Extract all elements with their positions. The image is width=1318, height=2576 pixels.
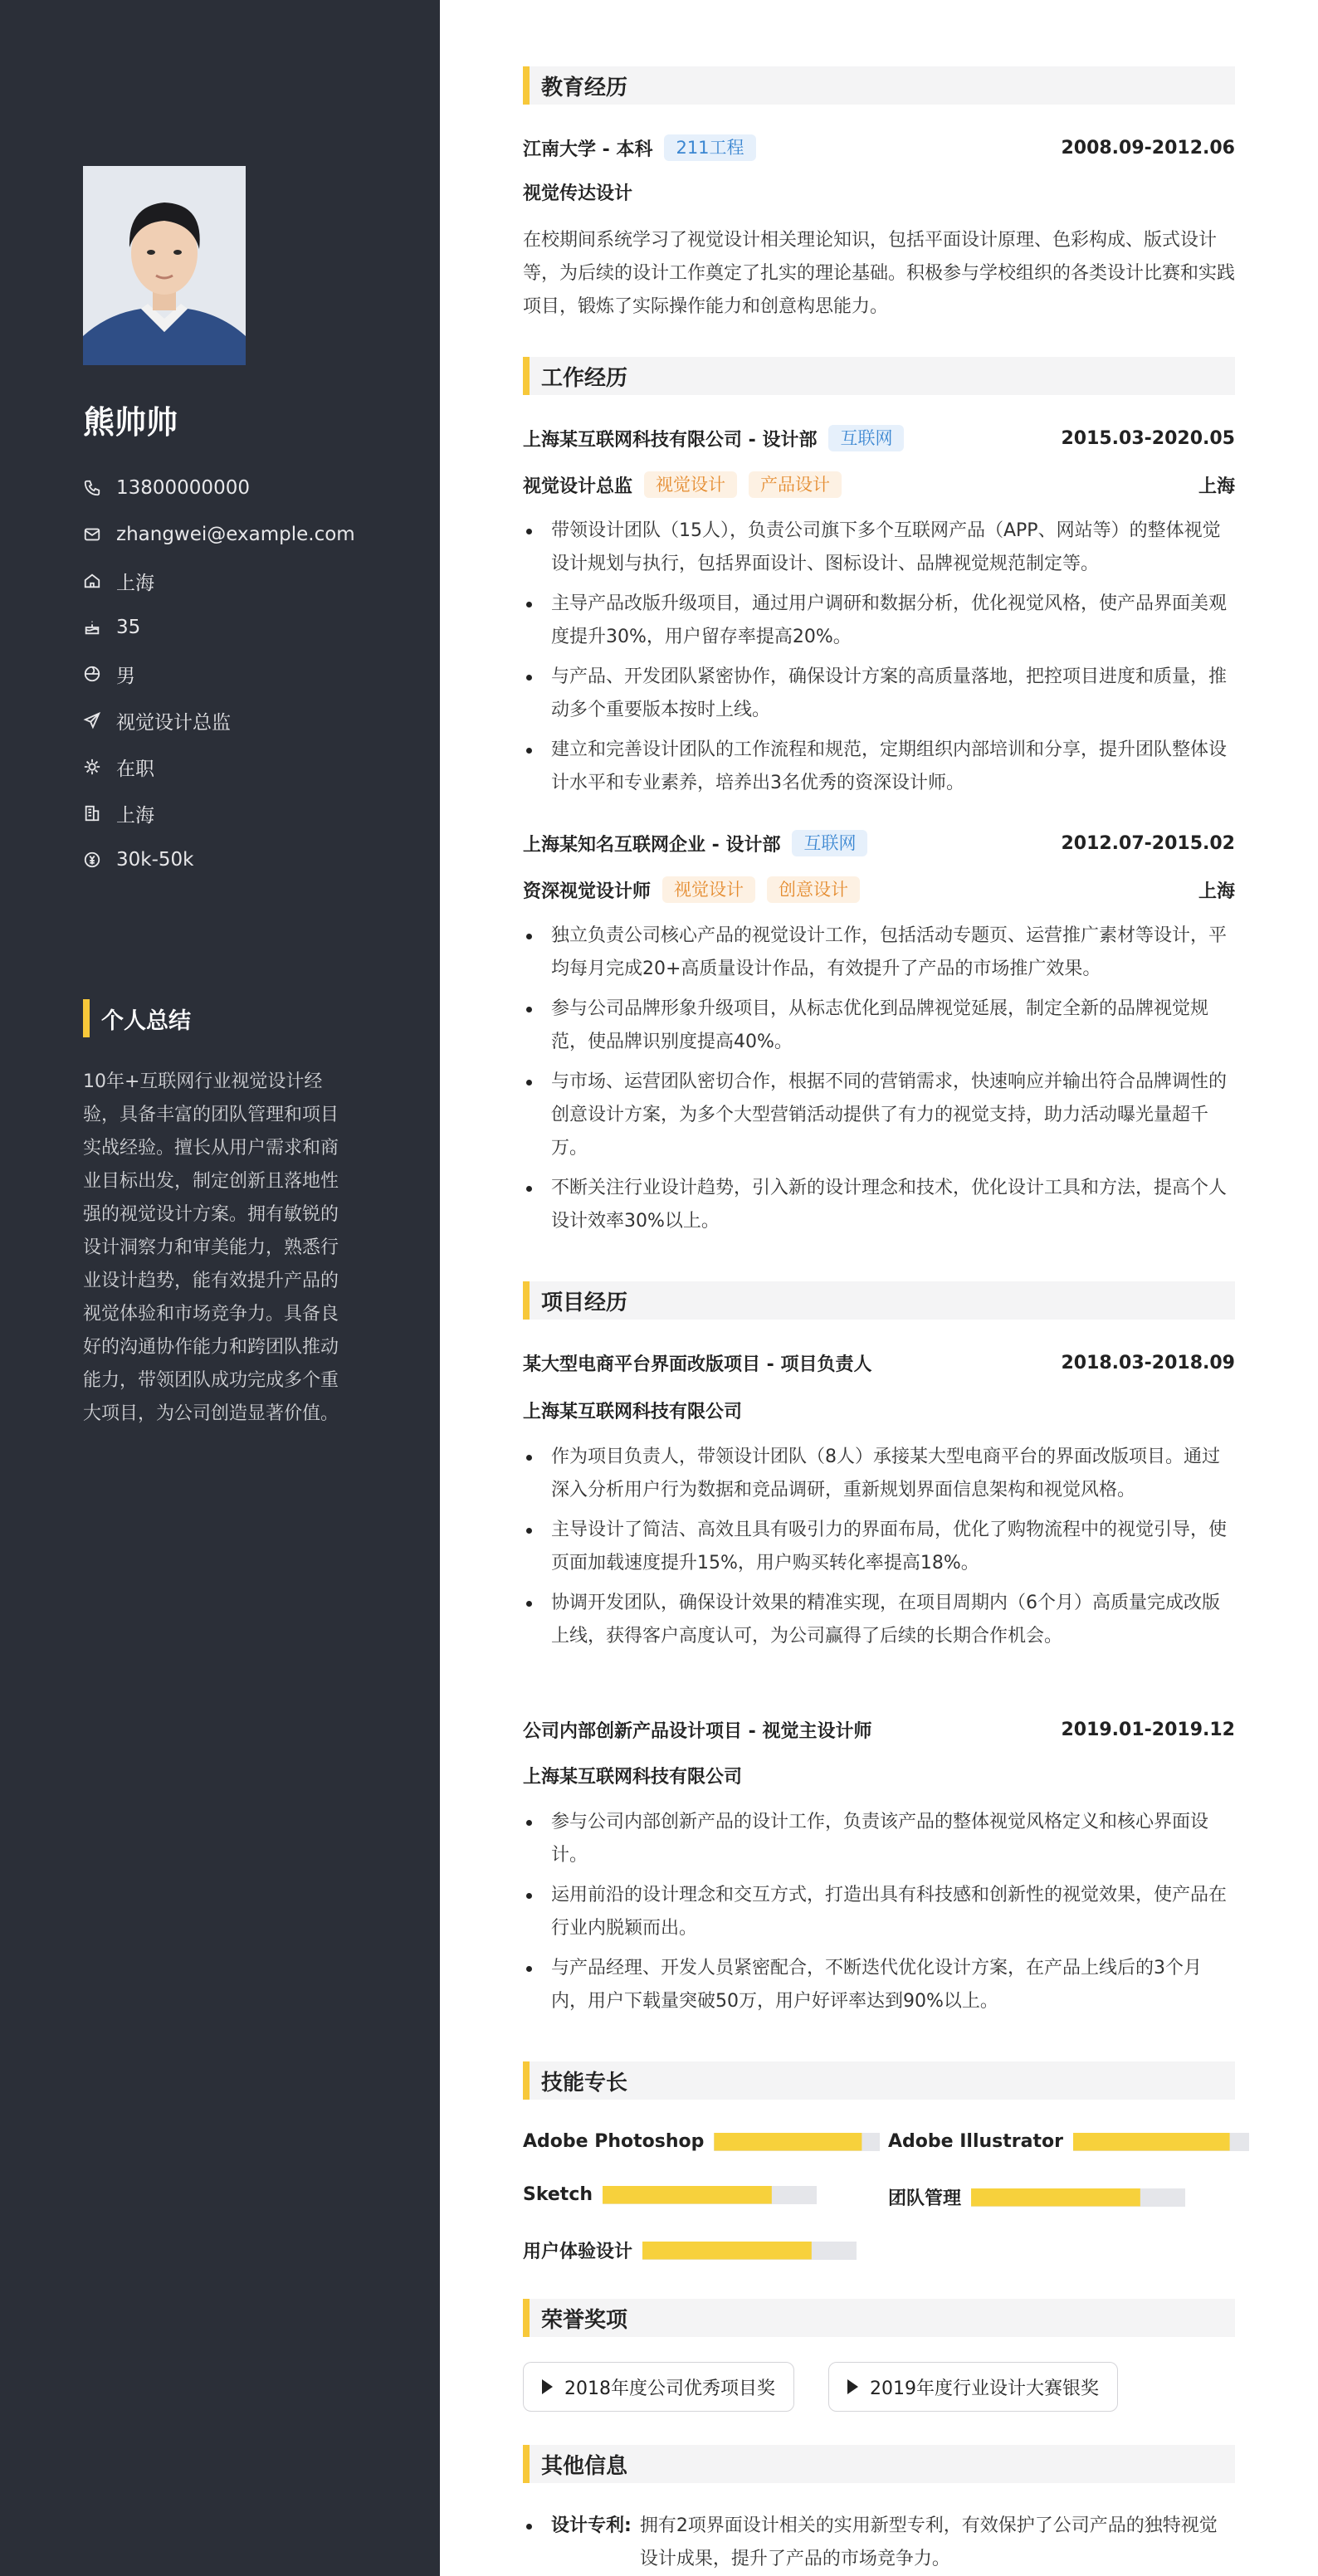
project-bullets (523, 1806, 1235, 2025)
skill-bar (971, 2188, 1185, 2207)
job-industry-tag: 互联网 (792, 830, 867, 856)
section-title: 其他信息 (541, 2453, 628, 2479)
job-header (523, 422, 1235, 455)
project-company: 上海某互联网科技有限公司 (523, 1402, 743, 1422)
yuan-icon (83, 851, 101, 869)
skill-bar-fill (603, 2186, 772, 2204)
job-role: 资深视觉设计师 (523, 881, 652, 902)
summary-text: 10年+互联网行业视觉设计经验，具备丰富的团队管理和项目实战经验。擅长从用户需求和商业目标出发，制定创新且落地性强的视觉设计方案。拥有敏锐的设计洞察力和审美能力，熟悉行业设计趋势，能有效提升产品的视觉体验和市场竞争力。具备良好的沟通协作能力和跨团队推动能力，带领团队成功完成多个重大项目，为公司创造显著价值。 (83, 1071, 339, 1424)
info-city (83, 790, 415, 837)
award-chip (523, 2362, 794, 2412)
list-item: 参与公司内部创新产品的设计工作，负责该产品的整体视觉风格定义和核心界面设计。 (523, 1806, 1235, 1872)
accent-bar (83, 999, 90, 1037)
project-name: 公司内部创新产品设计项目 - 视觉主设计师 (523, 1720, 872, 1742)
project-bullets (523, 1441, 1235, 1660)
job-city: 上海 (1198, 881, 1235, 902)
section-title: 工作经历 (541, 365, 628, 391)
accent-bar (523, 1281, 530, 1320)
list-item: 主导设计了简洁、高效且具有吸引力的界面布局，优化了购物流程中的视觉引导，使页面加载速度提升15%，用户购买转化率提高18%。 (523, 1514, 1235, 1580)
main-content (440, 0, 1318, 2576)
skill-bar (642, 2242, 857, 2260)
education-major: 视觉传达设计 (523, 183, 633, 204)
list-item (523, 2510, 1235, 2576)
accent-bar (523, 357, 530, 395)
skill-name: Sketch (523, 2184, 593, 2205)
skill-name: 团队管理 (888, 2188, 962, 2209)
play-icon (847, 2379, 858, 2394)
avatar (83, 166, 246, 365)
info-position (83, 697, 415, 744)
status-text: 在职 (116, 758, 154, 780)
other-info (523, 2510, 1235, 2576)
section-title: 荣誉奖项 (541, 2307, 628, 2333)
list-item: 作为项目负责人，带领设计团队（8人）承接某大型电商平台的界面改版项目。通过深入分析用户行为数据和竞品调研，重新规划界面信息架构和视觉风格。 (523, 1441, 1235, 1507)
job-role: 视觉设计总监 (523, 476, 633, 497)
list-item: 主导产品改版升级项目，通过用户调研和数据分析，优化视觉风格，使产品界面美观度提升30%，用户留存率提高20%。 (523, 588, 1235, 654)
list-item: 与产品、开发团队紧密协作，确保设计方案的高质量落地，把控项目进度和质量，推动多个重要版本按时上线。 (523, 661, 1235, 727)
other-label: 设计专利: (551, 2515, 632, 2536)
gender-text: 男 (116, 665, 135, 687)
candidate-name: 熊帅帅 (83, 404, 178, 441)
email-text: zhangwei@example.com (116, 524, 355, 545)
cake-icon (83, 618, 101, 637)
location-text: 上海 (116, 572, 154, 594)
play-icon (542, 2379, 553, 2394)
skill-name: Adobe Illustrator (888, 2131, 1063, 2152)
list-item: 不断关注行业设计趋势，引入新的设计理念和技术，优化设计工具和方法，提高个人设计效率30%以上。 (523, 1172, 1235, 1238)
info-location (83, 558, 415, 604)
job-date: 2015.03-2020.05 (1061, 427, 1235, 449)
accent-bar (523, 66, 530, 105)
accent-bar (523, 2061, 530, 2100)
skill-bar-fill (642, 2242, 812, 2260)
job-skill-tag: 产品设计 (749, 471, 842, 498)
job-bullets (523, 515, 1235, 807)
list-item: 带领设计团队（15人），负责公司旗下多个互联网产品（APP、网站等）的整体视觉设计规划与执行，包括界面设计、图标设计、品牌视觉规范制定等。 (523, 515, 1235, 581)
job-company: 上海某互联网科技有限公司 - 设计部 (523, 429, 818, 451)
skill-item (523, 2184, 817, 2205)
info-salary (83, 837, 415, 883)
project-name: 某大型电商平台界面改版项目 - 项目负责人 (523, 1354, 872, 1375)
list-item: 建立和完善设计团队的工作流程和规范，定期组织内部培训和分享，提升团队整体设计水平和专业素养，培养出3名优秀的资深设计师。 (523, 734, 1235, 800)
section-awards (523, 2299, 1235, 2337)
skill-bar (603, 2186, 817, 2204)
section-skills (523, 2061, 1235, 2100)
skill-bar-fill (714, 2133, 862, 2151)
phone-icon (83, 479, 101, 497)
building-icon (83, 804, 101, 822)
job-skill-tag: 视觉设计 (662, 876, 755, 903)
skill-bar-fill (1073, 2133, 1230, 2151)
accent-bar (523, 2445, 530, 2483)
summary-title (83, 999, 191, 1037)
job-city: 上海 (1198, 476, 1235, 497)
job-role-row (523, 873, 1235, 906)
summary-title-text: 个人总结 (101, 1007, 191, 1034)
phone-text: 13800000000 (116, 477, 250, 499)
section-other (523, 2445, 1235, 2483)
mail-icon (83, 525, 101, 544)
skill-item (523, 2131, 880, 2152)
status-icon (83, 758, 101, 776)
job-skill-tag: 创意设计 (767, 876, 860, 903)
skill-bar-fill (971, 2188, 1140, 2207)
age-text: 35 (116, 617, 141, 638)
skill-bar (714, 2133, 880, 2151)
section-title: 项目经历 (541, 1290, 628, 1315)
skill-bar (1073, 2133, 1249, 2151)
avatar-photo (83, 166, 246, 365)
education-date: 2008.09-2012.06 (1061, 137, 1235, 159)
list-item: 独立负责公司核心产品的视觉设计工作，包括活动专题页、运营推广素材等设计，平均每月完成20+高质量设计作品，有效提升了产品的市场推广效果。 (523, 920, 1235, 986)
award-text: 2018年度公司优秀项目奖 (564, 2378, 775, 2399)
other-text: 拥有2项界面设计相关的实用新型专利，有效保护了公司产品的独特视觉设计成果，提升了产品的市场竞争力。 (639, 2515, 1218, 2569)
skill-name: 用户体验设计 (523, 2242, 633, 2262)
project-header (523, 1346, 1235, 1379)
project-company: 上海某互联网科技有限公司 (523, 1767, 743, 1788)
job-company: 上海某知名互联网企业 - 设计部 (523, 834, 781, 856)
section-projects (523, 1281, 1235, 1320)
info-email (83, 511, 415, 558)
job-header (523, 827, 1235, 860)
section-title: 技能专长 (541, 2070, 628, 2095)
salary-text: 30k-50k (116, 849, 194, 871)
list-item: 与产品经理、开发人员紧密配合，不断迭代优化设计方案，在产品上线后的3个月内，用户下载量突破50万，用户好评率达到90%以上。 (523, 1952, 1235, 2018)
project-header (523, 1713, 1235, 1746)
job-role-row (523, 468, 1235, 501)
section-education (523, 66, 1235, 105)
skill-item (888, 2184, 1185, 2210)
project-date: 2018.03-2018.09 (1061, 1352, 1235, 1373)
info-age (83, 604, 415, 651)
education-desc: 在校期间系统学习了视觉设计相关理论知识，包括平面设计原理、色彩构成、版式设计等，为后续的设计工作奠定了扎实的理论基础。积极参与学校组织的各类设计比赛和实践项目，锻炼了实际操作能力和创意构思能力。 (523, 230, 1236, 317)
school-name: 江南大学 - 本科 (523, 139, 653, 160)
list-item: 参与公司品牌形象升级项目，从标志优化到品牌视觉延展，制定全新的品牌视觉规范，使品牌识别度提高40%。 (523, 993, 1235, 1059)
award-text: 2019年度行业设计大赛银奖 (870, 2378, 1099, 2399)
contact-info (83, 465, 415, 883)
sidebar (0, 0, 440, 2576)
gender-icon (83, 665, 101, 683)
award-chip (828, 2362, 1118, 2412)
education-header (523, 131, 1235, 164)
job-skill-tag: 视觉设计 (644, 471, 737, 498)
list-item: 运用前沿的设计理念和交互方式，打造出具有科技感和创新性的视觉效果，使产品在行业内脱颖而出。 (523, 1879, 1235, 1945)
skill-item (888, 2131, 1249, 2152)
send-icon (83, 711, 101, 729)
skill-item (523, 2237, 857, 2263)
city-text: 上海 (116, 804, 154, 827)
section-work (523, 357, 1235, 395)
info-phone (83, 465, 415, 511)
position-text: 视觉设计总监 (116, 711, 231, 734)
accent-bar (523, 2299, 530, 2337)
info-gender (83, 651, 415, 697)
job-date: 2012.07-2015.02 (1061, 832, 1235, 854)
job-industry-tag: 互联网 (828, 425, 904, 451)
list-item: 协调开发团队，确保设计效果的精准实现，在项目周期内（6个月）高质量完成改版上线，获得客户高度认可，为公司赢得了后续的长期合作机会。 (523, 1587, 1235, 1653)
info-status (83, 744, 415, 790)
home-icon (83, 572, 101, 590)
section-title: 教育经历 (541, 75, 628, 100)
project-date: 2019.01-2019.12 (1061, 1719, 1235, 1740)
list-item: 与市场、运营团队密切合作，根据不同的营销需求，快速响应并输出符合品牌调性的创意设计方案，为多个大型营销活动提供了有力的视觉支持，助力活动曝光量超千万。 (523, 1066, 1235, 1165)
school-tag: 211工程 (664, 134, 755, 161)
skill-name: Adobe Photoshop (523, 2131, 705, 2152)
job-bullets (523, 920, 1235, 1245)
